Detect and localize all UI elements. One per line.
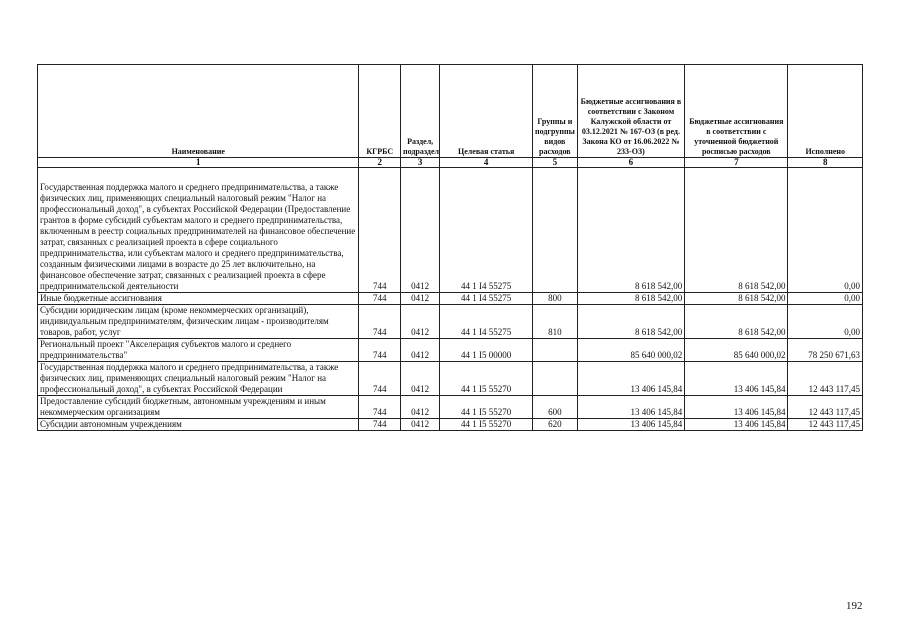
row-assigned-law: 8 618 542,00 xyxy=(577,305,685,339)
row-target: 44 1 I4 55275 xyxy=(440,305,533,339)
row-executed: 12 443 117,45 xyxy=(788,419,863,431)
row-group: 810 xyxy=(532,305,577,339)
row-target: 44 1 I5 55270 xyxy=(440,419,533,431)
row-name: Государственная поддержка малого и среднего предпринимательства, а также физических лиц, применяющих специальный налоговый режим "Налог на профессиональный доход", в субъектах Российской Федерации xyxy=(38,362,359,396)
header-executed: Исполнено xyxy=(788,65,863,158)
row-group xyxy=(532,362,577,396)
row-group xyxy=(532,339,577,362)
row-assigned-law: 8 618 542,00 xyxy=(577,168,685,293)
column-number: 5 xyxy=(532,158,577,168)
row-target: 44 1 I5 55270 xyxy=(440,362,533,396)
row-kgrbs: 744 xyxy=(359,419,401,431)
row-assigned-refined: 8 618 542,00 xyxy=(685,168,788,293)
row-section: 0412 xyxy=(400,419,439,431)
row-executed: 78 250 671,63 xyxy=(788,339,863,362)
row-section: 0412 xyxy=(400,396,439,419)
row-assigned-refined: 8 618 542,00 xyxy=(685,305,788,339)
row-name: Государственная поддержка малого и среднего предпринимательства, а также физических лиц, применяющих специальный налоговый режим "Налог на профессиональный доход", в субъектах Российской Федерации (Предоставление грантов в форме субсидий субъектам малого и среднего предпринимательства, включенным в реестр социальных предпринимателей на финансовое обеспечение затрат, связанных с реализацией проекта в сфере социального предпринимательства, или субъектам малого и среднего предпринимательства, созданным физическими лицами в возрасте до 25 лет включительно, на финансовое обеспечение затрат, связанных с реализацией проекта в сфере предпринимательской деятельности xyxy=(38,168,359,293)
header-kgrbs: КГРБС xyxy=(359,65,401,158)
header-group: Группы и подгруппы видов расходов xyxy=(532,65,577,158)
row-section: 0412 xyxy=(400,362,439,396)
row-assigned-law: 13 406 145,84 xyxy=(577,396,685,419)
row-group: 600 xyxy=(532,396,577,419)
row-assigned-refined: 8 618 542,00 xyxy=(685,293,788,305)
row-name: Субсидии юридическим лицам (кроме некоммерческих организаций), индивидуальным предпринимателям, физическим лицам - производителям товаров, работ, услуг xyxy=(38,305,359,339)
header-section: Раздел, подраздел xyxy=(400,65,439,158)
header-name: Наименование xyxy=(38,65,359,158)
table-row xyxy=(38,293,863,305)
row-executed: 0,00 xyxy=(788,305,863,339)
column-number-row xyxy=(38,158,863,168)
row-assigned-refined: 85 640 000,02 xyxy=(685,339,788,362)
row-target: 44 1 I5 00000 xyxy=(440,339,533,362)
row-group xyxy=(532,168,577,293)
header-assigned-law: Бюджетные ассигнования в соответствии с Законом Калужской области от 03.12.2021 № 167-ОЗ (в ред. Закона КО от 16.06.2022 № 233-ОЗ) xyxy=(577,65,685,158)
row-executed: 0,00 xyxy=(788,168,863,293)
row-kgrbs: 744 xyxy=(359,293,401,305)
column-number: 8 xyxy=(788,158,863,168)
row-group: 800 xyxy=(532,293,577,305)
table-row xyxy=(38,305,863,339)
row-name: Субсидии автономным учреждениям xyxy=(38,419,359,431)
row-executed: 12 443 117,45 xyxy=(788,362,863,396)
row-section: 0412 xyxy=(400,339,439,362)
header-row xyxy=(38,65,863,158)
column-number: 7 xyxy=(685,158,788,168)
row-group: 620 xyxy=(532,419,577,431)
row-target: 44 1 I4 55275 xyxy=(440,168,533,293)
row-assigned-refined: 13 406 145,84 xyxy=(685,396,788,419)
column-number: 6 xyxy=(577,158,685,168)
row-executed: 12 443 117,45 xyxy=(788,396,863,419)
column-number: 2 xyxy=(359,158,401,168)
row-name: Предоставление субсидий бюджетным, автономным учреждениям и иным некоммерческим организациям xyxy=(38,396,359,419)
row-kgrbs: 744 xyxy=(359,396,401,419)
page-number: 192 xyxy=(846,600,863,612)
row-section: 0412 xyxy=(400,293,439,305)
column-number: 4 xyxy=(440,158,533,168)
row-assigned-refined: 13 406 145,84 xyxy=(685,419,788,431)
row-name: Региональный проект "Акселерация субъектов малого и среднего предпринимательства" xyxy=(38,339,359,362)
header-assigned-refined: Бюджетные ассигнования в соответствии с уточненной бюджетной росписью расходов xyxy=(685,65,788,158)
row-kgrbs: 744 xyxy=(359,339,401,362)
row-target: 44 1 I4 55275 xyxy=(440,293,533,305)
table-row xyxy=(38,396,863,419)
row-name: Иные бюджетные ассигнования xyxy=(38,293,359,305)
budget-table xyxy=(37,64,863,431)
header-target: Целевая статья xyxy=(440,65,533,158)
row-section: 0412 xyxy=(400,305,439,339)
table-row xyxy=(38,339,863,362)
row-kgrbs: 744 xyxy=(359,168,401,293)
table-row xyxy=(38,419,863,431)
column-number: 3 xyxy=(400,158,439,168)
table-row xyxy=(38,362,863,396)
row-section: 0412 xyxy=(400,168,439,293)
row-assigned-law: 13 406 145,84 xyxy=(577,362,685,396)
row-executed: 0,00 xyxy=(788,293,863,305)
row-kgrbs: 744 xyxy=(359,362,401,396)
row-assigned-law: 13 406 145,84 xyxy=(577,419,685,431)
row-assigned-law: 8 618 542,00 xyxy=(577,293,685,305)
table-row xyxy=(38,168,863,293)
row-assigned-law: 85 640 000,02 xyxy=(577,339,685,362)
row-kgrbs: 744 xyxy=(359,305,401,339)
column-number: 1 xyxy=(38,158,359,168)
row-assigned-refined: 13 406 145,84 xyxy=(685,362,788,396)
row-target: 44 1 I5 55270 xyxy=(440,396,533,419)
